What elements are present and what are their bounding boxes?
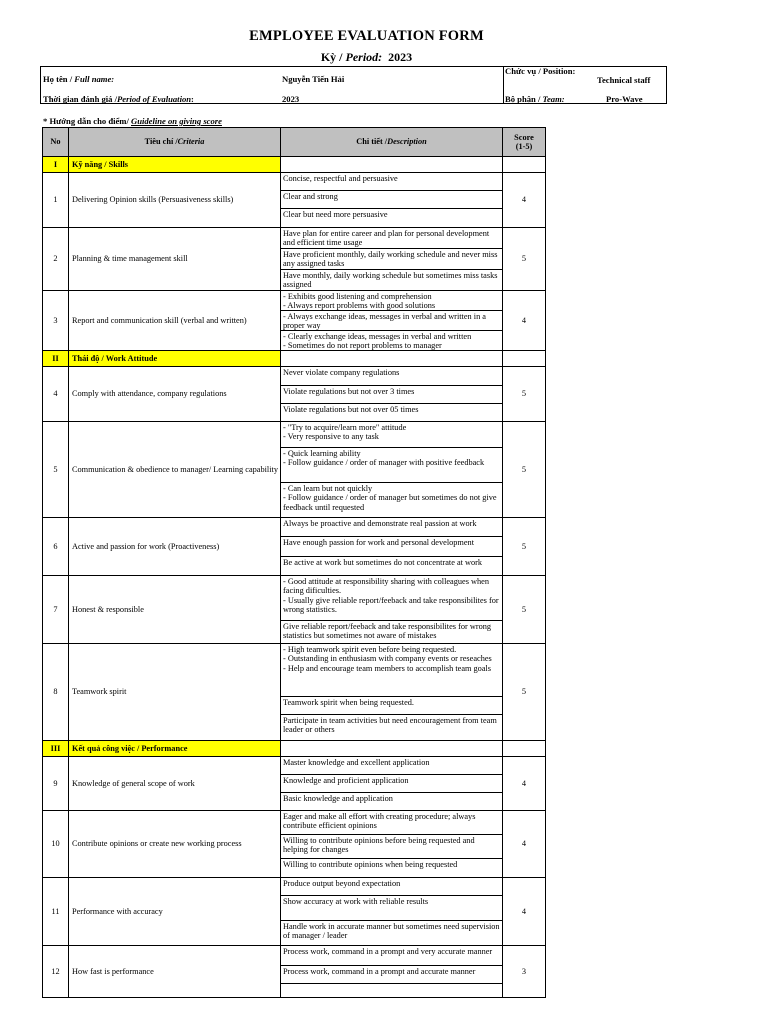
row-description-level: Knowledge and proficient application <box>280 774 503 793</box>
row-criteria: Performance with accuracy <box>68 877 281 946</box>
row-score: 5 <box>502 643 546 741</box>
period-value: 2023 <box>388 50 413 64</box>
period-label-vn: Kỳ / <box>320 50 346 64</box>
position-value: Technical staff <box>597 75 651 85</box>
row-description-level: Show accuracy at work with reliable results <box>280 895 503 921</box>
section-title: Kết quả công việc / Performance <box>68 740 281 757</box>
row-description-level: Basic knowledge and application <box>280 792 503 811</box>
row-score: 4 <box>502 877 546 946</box>
position-label: Chức vụ / Position: <box>505 66 576 76</box>
row-description-level: Violate regulations but not over 05 times <box>280 403 503 422</box>
row-number: 3 <box>42 290 69 351</box>
header-criteria <box>68 127 281 157</box>
row-score: 5 <box>502 575 546 644</box>
row-number: 9 <box>42 756 69 811</box>
row-description-level: Always be proactive and demonstrate real passion at work <box>280 517 503 537</box>
team-value: Pro-Wave <box>606 94 643 104</box>
row-criteria: Communication & obedience to manager/ Learning capability <box>68 421 281 518</box>
row-score: 5 <box>502 517 546 576</box>
row-number: 11 <box>42 877 69 946</box>
row-description-level: - Quick learning ability - Follow guidance / order of manager with positive feedback <box>280 447 503 483</box>
row-number: 12 <box>42 945 69 998</box>
row-description-level: Violate regulations but not over 3 times <box>280 385 503 404</box>
section-score-blank <box>502 350 546 367</box>
row-criteria: Report and communication skill (verbal and written) <box>68 290 281 351</box>
row-criteria: Teamwork spirit <box>68 643 281 741</box>
section-title: Kỹ năng / Skills <box>68 156 281 173</box>
row-criteria: Planning & time management skill <box>68 227 281 291</box>
row-score: 5 <box>502 227 546 291</box>
row-description-level: Have plan for entire career and plan for personal development and efficient time usage <box>280 227 503 249</box>
section-score-blank <box>502 740 546 757</box>
header-score: Score (1-5) <box>502 127 546 157</box>
row-score: 5 <box>502 366 546 422</box>
row-description-level: Willing to contribute opinions before being requested and helping for changes <box>280 834 503 859</box>
header-desc-vn: Chi tiết / <box>356 137 388 147</box>
period-heading <box>0 50 733 65</box>
section-desc-blank <box>280 740 503 757</box>
section-desc-blank <box>280 350 503 367</box>
row-score: 3 <box>502 945 546 998</box>
row-description-level: Have proficient monthly, daily working schedule and never miss any assigned tasks <box>280 248 503 270</box>
row-description-level: Be active at work but sometimes do not concentrate at work <box>280 556 503 576</box>
fullname-value: Nguyễn Tiến Hải <box>282 74 345 84</box>
row-number: 7 <box>42 575 69 644</box>
row-description-level: - Can learn but not quickly - Follow guidance / order of manager but sometimes do not give feedback until requested <box>280 482 503 518</box>
row-description-level: Master knowledge and excellent application <box>280 756 503 775</box>
row-description-level: Never violate company regulations <box>280 366 503 386</box>
team-label: Bộ phận / Team: <box>505 94 565 104</box>
row-description-level: Eager and make all effort with creating procedure; always contribute efficient opinions <box>280 810 503 835</box>
header-criteria-vn: Tiêu chí / <box>144 137 178 147</box>
section-number: I <box>42 156 69 173</box>
row-description-level: - Clearly exchange ideas, messages in verbal and written - Sometimes do not report problems to manager <box>280 330 503 351</box>
row-number: 4 <box>42 366 69 422</box>
row-criteria: How fast is performance <box>68 945 281 998</box>
row-number: 2 <box>42 227 69 291</box>
row-criteria: Active and passion for work (Proactiveness) <box>68 517 281 576</box>
row-description-level: Have enough passion for work and personal development <box>280 536 503 557</box>
section-title: Thái độ / Work Attitude <box>68 350 281 367</box>
row-number: 10 <box>42 810 69 878</box>
period-label-en: Period: <box>345 50 383 64</box>
row-criteria: Contribute opinions or create new working process <box>68 810 281 878</box>
row-score: 4 <box>502 810 546 878</box>
row-description-level: Give reliable report/feeback and take responsibilites for wrong statistics but sometimes not aware of mistakes <box>280 620 503 644</box>
row-description-level: Clear and strong <box>280 190 503 209</box>
evaluation-period-value: 2023 <box>282 94 300 104</box>
row-description-level <box>280 983 503 998</box>
header-desc-en: Description <box>387 137 427 147</box>
section-score-blank <box>502 156 546 173</box>
row-criteria: Comply with attendance, company regulations <box>68 366 281 422</box>
header-description <box>280 127 503 157</box>
row-description-level: Have monthly, daily working schedule but sometimes miss tasks assigned <box>280 269 503 291</box>
row-number: 8 <box>42 643 69 741</box>
row-description-level: Teamwork spirit when being requested. <box>280 696 503 715</box>
row-score: 5 <box>502 421 546 518</box>
section-number: II <box>42 350 69 367</box>
header-criteria-en: Criteria <box>177 137 205 147</box>
row-description-level: Process work, command in a prompt and very accurate manner <box>280 945 503 966</box>
row-score: 4 <box>502 756 546 811</box>
row-number: 1 <box>42 172 69 228</box>
employee-info-box <box>40 66 667 104</box>
row-description-level: - "Try to acquire/learn more" attitude - Very responsive to any task <box>280 421 503 448</box>
row-description-level: - Good attitude at responsibility sharing with colleagues when facing dificulties. - Usually give reliable report/feeback and take responsibilites for wrong statistics. <box>280 575 503 621</box>
row-description-level: - Always exchange ideas, messages in verbal and written in a proper way <box>280 310 503 331</box>
row-score: 4 <box>502 290 546 351</box>
scoring-guideline-label: * Hướng dẫn cho điểm/ Guideline on giving score <box>43 116 222 126</box>
row-description-level: Process work, command in a prompt and accurate manner <box>280 965 503 984</box>
section-number: III <box>42 740 69 757</box>
row-description-level: Handle work in accurate manner but sometimes need supervision of manager / leader <box>280 920 503 946</box>
row-description-level: Produce output beyond expectation <box>280 877 503 896</box>
row-number: 6 <box>42 517 69 576</box>
form-title: EMPLOYEE EVALUATION FORM <box>249 28 484 44</box>
row-number: 5 <box>42 421 69 518</box>
row-criteria: Knowledge of general scope of work <box>68 756 281 811</box>
row-score: 4 <box>502 172 546 228</box>
row-description-level: Clear but need more persuasive <box>280 208 503 228</box>
section-desc-blank <box>280 156 503 173</box>
header-no: No <box>42 127 69 157</box>
row-description-level: - High teamwork spirit even before being requested. - Outstanding in enthusiasm with company events or reseaches - Help and encourage team members to accomplish team goals <box>280 643 503 697</box>
row-description-level: Willing to contribute opinions when being requested <box>280 858 503 878</box>
info-divider <box>503 67 504 103</box>
row-description-level: Concise, respectful and persuasive <box>280 172 503 191</box>
row-criteria: Honest & responsible <box>68 575 281 644</box>
row-description-level: Participate in team activities but need encouragement from team leader or others <box>280 714 503 741</box>
fullname-label: Họ tên / Full name: <box>43 74 115 84</box>
row-criteria: Delivering Opinion skills (Persuasiveness skills) <box>68 172 281 228</box>
evaluation-period-label: Thời gian đánh giá /Period of Evaluation: <box>43 94 194 104</box>
row-description-level: - Exhibits good listening and comprehension - Always report problems with good solutions <box>280 290 503 311</box>
